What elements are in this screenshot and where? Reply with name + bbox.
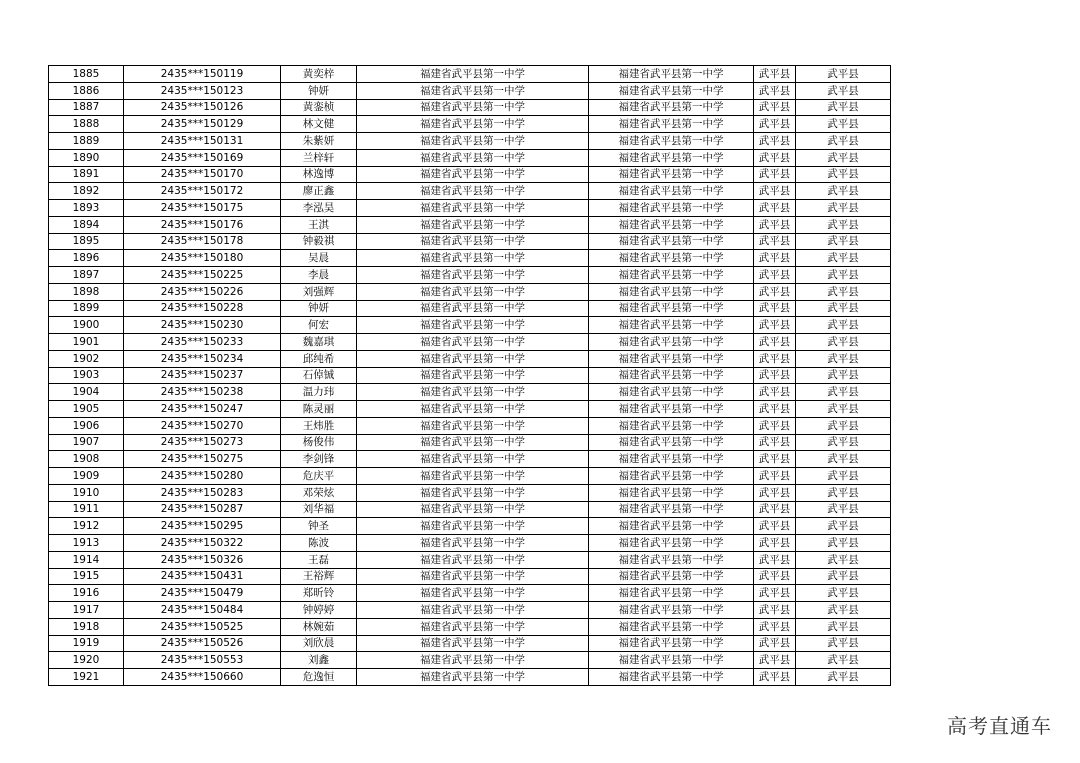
student-name-cell: 钟妍: [281, 300, 357, 317]
district-cell: 武平县: [796, 82, 891, 99]
county-cell: 武平县: [754, 484, 796, 501]
exam-id-cell: 2435***150180: [124, 250, 281, 267]
table-row: [49, 401, 891, 418]
exam-id-cell: 2435***150283: [124, 484, 281, 501]
registration-school-cell: 福建省武平县第一中学: [589, 468, 754, 485]
student-name-cell: 廖正鑫: [281, 183, 357, 200]
table-row: [49, 501, 891, 518]
student-name-cell: 杨俊伟: [281, 434, 357, 451]
district-cell: 武平县: [796, 66, 891, 83]
exam-id-cell: 2435***150233: [124, 334, 281, 351]
row-number-cell: 1900: [49, 317, 124, 334]
row-number-cell: 1920: [49, 652, 124, 669]
registration-school-cell: 福建省武平县第一中学: [589, 535, 754, 552]
registration-school-cell: 福建省武平县第一中学: [589, 384, 754, 401]
school-cell: 福建省武平县第一中学: [357, 535, 589, 552]
row-number-cell: 1907: [49, 434, 124, 451]
exam-id-cell: 2435***150431: [124, 568, 281, 585]
exam-id-cell: 2435***150126: [124, 99, 281, 116]
table-row: [49, 267, 891, 284]
county-cell: 武平县: [754, 602, 796, 619]
student-name-cell: 钟婷婷: [281, 602, 357, 619]
registration-school-cell: 福建省武平县第一中学: [589, 99, 754, 116]
district-cell: 武平县: [796, 267, 891, 284]
table-row: [49, 200, 891, 217]
table-row: [49, 216, 891, 233]
county-cell: 武平县: [754, 401, 796, 418]
county-cell: 武平县: [754, 551, 796, 568]
registration-school-cell: 福建省武平县第一中学: [589, 66, 754, 83]
exam-id-cell: 2435***150170: [124, 166, 281, 183]
exam-id-cell: 2435***150237: [124, 367, 281, 384]
row-number-cell: 1908: [49, 451, 124, 468]
school-cell: 福建省武平县第一中学: [357, 501, 589, 518]
table-row: [49, 602, 891, 619]
row-number-cell: 1912: [49, 518, 124, 535]
student-name-cell: 王裕辉: [281, 568, 357, 585]
registration-school-cell: 福建省武平县第一中学: [589, 334, 754, 351]
row-number-cell: 1887: [49, 99, 124, 116]
district-cell: 武平县: [796, 200, 891, 217]
student-name-cell: 陈波: [281, 535, 357, 552]
row-number-cell: 1917: [49, 602, 124, 619]
registration-school-cell: 福建省武平县第一中学: [589, 317, 754, 334]
exam-id-cell: 2435***150322: [124, 535, 281, 552]
row-number-cell: 1901: [49, 334, 124, 351]
district-cell: 武平县: [796, 417, 891, 434]
county-cell: 武平县: [754, 367, 796, 384]
registration-school-cell: 福建省武平县第一中学: [589, 652, 754, 669]
school-cell: 福建省武平县第一中学: [357, 635, 589, 652]
district-cell: 武平县: [796, 233, 891, 250]
table-row: [49, 468, 891, 485]
row-number-cell: 1910: [49, 484, 124, 501]
exam-id-cell: 2435***150484: [124, 602, 281, 619]
student-name-cell: 刘欣晨: [281, 635, 357, 652]
exam-id-cell: 2435***150275: [124, 451, 281, 468]
district-cell: 武平县: [796, 216, 891, 233]
exam-id-cell: 2435***150526: [124, 635, 281, 652]
exam-id-cell: 2435***150273: [124, 434, 281, 451]
registration-school-cell: 福建省武平县第一中学: [589, 618, 754, 635]
table-row: [49, 417, 891, 434]
district-cell: 武平县: [796, 518, 891, 535]
exam-id-cell: 2435***150172: [124, 183, 281, 200]
row-number-cell: 1896: [49, 250, 124, 267]
school-cell: 福建省武平县第一中学: [357, 451, 589, 468]
student-name-cell: 钟毅祺: [281, 233, 357, 250]
table-row: [49, 384, 891, 401]
exam-id-cell: 2435***150479: [124, 585, 281, 602]
exam-id-cell: 2435***150119: [124, 66, 281, 83]
county-cell: 武平县: [754, 434, 796, 451]
exam-id-cell: 2435***150123: [124, 82, 281, 99]
district-cell: 武平县: [796, 367, 891, 384]
student-name-cell: 邱纯希: [281, 350, 357, 367]
registration-school-cell: 福建省武平县第一中学: [589, 434, 754, 451]
district-cell: 武平县: [796, 434, 891, 451]
county-cell: 武平县: [754, 334, 796, 351]
row-number-cell: 1898: [49, 283, 124, 300]
student-name-cell: 林文健: [281, 116, 357, 133]
county-cell: 武平县: [754, 468, 796, 485]
school-cell: 福建省武平县第一中学: [357, 350, 589, 367]
county-cell: 武平县: [754, 250, 796, 267]
school-cell: 福建省武平县第一中学: [357, 518, 589, 535]
row-number-cell: 1915: [49, 568, 124, 585]
registration-school-cell: 福建省武平县第一中学: [589, 300, 754, 317]
row-number-cell: 1895: [49, 233, 124, 250]
student-name-cell: 邓荣炫: [281, 484, 357, 501]
exam-id-cell: 2435***150270: [124, 417, 281, 434]
school-cell: 福建省武平县第一中学: [357, 652, 589, 669]
county-cell: 武平县: [754, 99, 796, 116]
exam-id-cell: 2435***150525: [124, 618, 281, 635]
exam-id-cell: 2435***150238: [124, 384, 281, 401]
registration-school-cell: 福建省武平县第一中学: [589, 216, 754, 233]
exam-id-cell: 2435***150553: [124, 652, 281, 669]
table-row: [49, 451, 891, 468]
table-row: [49, 568, 891, 585]
row-number-cell: 1904: [49, 384, 124, 401]
school-cell: 福建省武平县第一中学: [357, 367, 589, 384]
row-number-cell: 1892: [49, 183, 124, 200]
student-name-cell: 王炜胜: [281, 417, 357, 434]
row-number-cell: 1903: [49, 367, 124, 384]
district-cell: 武平县: [796, 585, 891, 602]
county-cell: 武平县: [754, 317, 796, 334]
row-number-cell: 1891: [49, 166, 124, 183]
school-cell: 福建省武平县第一中学: [357, 384, 589, 401]
registration-school-cell: 福建省武平县第一中学: [589, 417, 754, 434]
row-number-cell: 1921: [49, 669, 124, 686]
county-cell: 武平县: [754, 300, 796, 317]
table-row: [49, 300, 891, 317]
row-number-cell: 1916: [49, 585, 124, 602]
exam-id-cell: 2435***150225: [124, 267, 281, 284]
county-cell: 武平县: [754, 501, 796, 518]
row-number-cell: 1885: [49, 66, 124, 83]
district-cell: 武平县: [796, 250, 891, 267]
exam-id-cell: 2435***150226: [124, 283, 281, 300]
student-name-cell: 黄銮桢: [281, 99, 357, 116]
school-cell: 福建省武平县第一中学: [357, 585, 589, 602]
student-name-cell: 李剑锋: [281, 451, 357, 468]
registration-school-cell: 福建省武平县第一中学: [589, 401, 754, 418]
school-cell: 福建省武平县第一中学: [357, 434, 589, 451]
table-row: [49, 484, 891, 501]
table-row: [49, 434, 891, 451]
row-number-cell: 1888: [49, 116, 124, 133]
exam-id-cell: 2435***150287: [124, 501, 281, 518]
registration-school-cell: 福建省武平县第一中学: [589, 116, 754, 133]
row-number-cell: 1905: [49, 401, 124, 418]
registration-school-cell: 福建省武平县第一中学: [589, 283, 754, 300]
registration-school-cell: 福建省武平县第一中学: [589, 451, 754, 468]
county-cell: 武平县: [754, 82, 796, 99]
school-cell: 福建省武平县第一中学: [357, 200, 589, 217]
table-row: [49, 116, 891, 133]
district-cell: 武平县: [796, 484, 891, 501]
district-cell: 武平县: [796, 669, 891, 686]
student-name-cell: 吴晨: [281, 250, 357, 267]
table-row: [49, 618, 891, 635]
district-cell: 武平县: [796, 116, 891, 133]
school-cell: 福建省武平县第一中学: [357, 233, 589, 250]
county-cell: 武平县: [754, 669, 796, 686]
row-number-cell: 1894: [49, 216, 124, 233]
registration-school-cell: 福建省武平县第一中学: [589, 183, 754, 200]
table-row: [49, 551, 891, 568]
row-number-cell: 1897: [49, 267, 124, 284]
table-row: [49, 367, 891, 384]
exam-id-cell: 2435***150228: [124, 300, 281, 317]
table-row: [49, 635, 891, 652]
district-cell: 武平县: [796, 183, 891, 200]
county-cell: 武平县: [754, 585, 796, 602]
school-cell: 福建省武平县第一中学: [357, 468, 589, 485]
district-cell: 武平县: [796, 283, 891, 300]
table-row: [49, 149, 891, 166]
student-name-cell: 朱紫妍: [281, 133, 357, 150]
county-cell: 武平县: [754, 183, 796, 200]
district-cell: 武平县: [796, 501, 891, 518]
student-name-cell: 钟妍: [281, 82, 357, 99]
exam-id-cell: 2435***150131: [124, 133, 281, 150]
row-number-cell: 1890: [49, 149, 124, 166]
registration-school-cell: 福建省武平县第一中学: [589, 367, 754, 384]
county-cell: 武平县: [754, 350, 796, 367]
district-cell: 武平县: [796, 317, 891, 334]
exam-id-cell: 2435***150176: [124, 216, 281, 233]
student-name-cell: 李晨: [281, 267, 357, 284]
student-name-cell: 林婉茹: [281, 618, 357, 635]
row-number-cell: 1902: [49, 350, 124, 367]
row-number-cell: 1911: [49, 501, 124, 518]
exam-id-cell: 2435***150280: [124, 468, 281, 485]
school-cell: 福建省武平县第一中学: [357, 602, 589, 619]
table-row: [49, 66, 891, 83]
table-row: [49, 350, 891, 367]
table-row: [49, 652, 891, 669]
school-cell: 福建省武平县第一中学: [357, 401, 589, 418]
exam-id-cell: 2435***150175: [124, 200, 281, 217]
school-cell: 福建省武平县第一中学: [357, 66, 589, 83]
student-name-cell: 李泓昊: [281, 200, 357, 217]
county-cell: 武平县: [754, 149, 796, 166]
district-cell: 武平县: [796, 451, 891, 468]
student-name-cell: 刘强辉: [281, 283, 357, 300]
county-cell: 武平县: [754, 451, 796, 468]
registration-school-cell: 福建省武平县第一中学: [589, 484, 754, 501]
student-name-cell: 兰梓轩: [281, 149, 357, 166]
school-cell: 福建省武平县第一中学: [357, 267, 589, 284]
county-cell: 武平县: [754, 568, 796, 585]
registration-school-cell: 福建省武平县第一中学: [589, 669, 754, 686]
district-cell: 武平县: [796, 401, 891, 418]
school-cell: 福建省武平县第一中学: [357, 116, 589, 133]
registration-school-cell: 福建省武平县第一中学: [589, 551, 754, 568]
student-name-cell: 郑昕铃: [281, 585, 357, 602]
registration-school-cell: 福建省武平县第一中学: [589, 501, 754, 518]
exam-id-cell: 2435***150247: [124, 401, 281, 418]
district-cell: 武平县: [796, 618, 891, 635]
registration-school-cell: 福建省武平县第一中学: [589, 585, 754, 602]
district-cell: 武平县: [796, 535, 891, 552]
exam-id-cell: 2435***150178: [124, 233, 281, 250]
table-row: [49, 133, 891, 150]
row-number-cell: 1909: [49, 468, 124, 485]
district-cell: 武平县: [796, 468, 891, 485]
registration-school-cell: 福建省武平县第一中学: [589, 250, 754, 267]
registration-school-cell: 福建省武平县第一中学: [589, 635, 754, 652]
county-cell: 武平县: [754, 535, 796, 552]
school-cell: 福建省武平县第一中学: [357, 82, 589, 99]
county-cell: 武平县: [754, 635, 796, 652]
county-cell: 武平县: [754, 267, 796, 284]
student-name-cell: 王磊: [281, 551, 357, 568]
exam-id-cell: 2435***150169: [124, 149, 281, 166]
watermark-text: 高考直通车: [947, 714, 1052, 738]
student-name-cell: 王淇: [281, 216, 357, 233]
registration-school-cell: 福建省武平县第一中学: [589, 133, 754, 150]
registration-school-cell: 福建省武平县第一中学: [589, 568, 754, 585]
student-name-cell: 钟圣: [281, 518, 357, 535]
row-number-cell: 1893: [49, 200, 124, 217]
county-cell: 武平县: [754, 166, 796, 183]
registration-school-cell: 福建省武平县第一中学: [589, 518, 754, 535]
county-cell: 武平县: [754, 618, 796, 635]
student-name-cell: 危逸恒: [281, 669, 357, 686]
row-number-cell: 1919: [49, 635, 124, 652]
student-name-cell: 危庆平: [281, 468, 357, 485]
district-cell: 武平县: [796, 602, 891, 619]
student-list-table: [48, 65, 891, 686]
row-number-cell: 1913: [49, 535, 124, 552]
table-row: [49, 669, 891, 686]
county-cell: 武平县: [754, 652, 796, 669]
student-name-cell: 何宏: [281, 317, 357, 334]
county-cell: 武平县: [754, 417, 796, 434]
county-cell: 武平县: [754, 66, 796, 83]
county-cell: 武平县: [754, 518, 796, 535]
county-cell: 武平县: [754, 384, 796, 401]
row-number-cell: 1914: [49, 551, 124, 568]
district-cell: 武平县: [796, 568, 891, 585]
table-body: [49, 66, 891, 686]
school-cell: 福建省武平县第一中学: [357, 618, 589, 635]
school-cell: 福建省武平县第一中学: [357, 334, 589, 351]
school-cell: 福建省武平县第一中学: [357, 317, 589, 334]
school-cell: 福建省武平县第一中学: [357, 99, 589, 116]
student-name-cell: 林逸博: [281, 166, 357, 183]
table-row: [49, 283, 891, 300]
exam-id-cell: 2435***150660: [124, 669, 281, 686]
student-name-cell: 石倬铖: [281, 367, 357, 384]
district-cell: 武平县: [796, 652, 891, 669]
table-row: [49, 585, 891, 602]
table-row: [49, 518, 891, 535]
registration-school-cell: 福建省武平县第一中学: [589, 267, 754, 284]
registration-school-cell: 福建省武平县第一中学: [589, 149, 754, 166]
district-cell: 武平县: [796, 350, 891, 367]
county-cell: 武平县: [754, 233, 796, 250]
row-number-cell: 1899: [49, 300, 124, 317]
district-cell: 武平县: [796, 99, 891, 116]
student-name-cell: 陈灵丽: [281, 401, 357, 418]
district-cell: 武平县: [796, 166, 891, 183]
registration-school-cell: 福建省武平县第一中学: [589, 166, 754, 183]
registration-school-cell: 福建省武平县第一中学: [589, 602, 754, 619]
school-cell: 福建省武平县第一中学: [357, 551, 589, 568]
student-name-cell: 黄奕梓: [281, 66, 357, 83]
county-cell: 武平县: [754, 133, 796, 150]
student-name-cell: 温力玮: [281, 384, 357, 401]
school-cell: 福建省武平县第一中学: [357, 300, 589, 317]
exam-id-cell: 2435***150326: [124, 551, 281, 568]
table-row: [49, 166, 891, 183]
table-row: [49, 82, 891, 99]
student-name-cell: 魏嘉琪: [281, 334, 357, 351]
school-cell: 福建省武平县第一中学: [357, 133, 589, 150]
row-number-cell: 1906: [49, 417, 124, 434]
district-cell: 武平县: [796, 334, 891, 351]
row-number-cell: 1886: [49, 82, 124, 99]
row-number-cell: 1918: [49, 618, 124, 635]
table-row: [49, 99, 891, 116]
district-cell: 武平县: [796, 635, 891, 652]
table-row: [49, 233, 891, 250]
table-row: [49, 250, 891, 267]
exam-id-cell: 2435***150129: [124, 116, 281, 133]
school-cell: 福建省武平县第一中学: [357, 669, 589, 686]
county-cell: 武平县: [754, 200, 796, 217]
county-cell: 武平县: [754, 116, 796, 133]
registration-school-cell: 福建省武平县第一中学: [589, 200, 754, 217]
registration-school-cell: 福建省武平县第一中学: [589, 233, 754, 250]
district-cell: 武平县: [796, 149, 891, 166]
row-number-cell: 1889: [49, 133, 124, 150]
school-cell: 福建省武平县第一中学: [357, 183, 589, 200]
exam-id-cell: 2435***150230: [124, 317, 281, 334]
school-cell: 福建省武平县第一中学: [357, 417, 589, 434]
table-row: [49, 183, 891, 200]
school-cell: 福建省武平县第一中学: [357, 250, 589, 267]
table-row: [49, 535, 891, 552]
school-cell: 福建省武平县第一中学: [357, 484, 589, 501]
school-cell: 福建省武平县第一中学: [357, 149, 589, 166]
exam-id-cell: 2435***150295: [124, 518, 281, 535]
county-cell: 武平县: [754, 216, 796, 233]
student-name-cell: 刘鑫: [281, 652, 357, 669]
district-cell: 武平县: [796, 133, 891, 150]
school-cell: 福建省武平县第一中学: [357, 568, 589, 585]
exam-id-cell: 2435***150234: [124, 350, 281, 367]
registration-school-cell: 福建省武平县第一中学: [589, 82, 754, 99]
table-row: [49, 334, 891, 351]
district-cell: 武平县: [796, 384, 891, 401]
district-cell: 武平县: [796, 551, 891, 568]
school-cell: 福建省武平县第一中学: [357, 216, 589, 233]
student-name-cell: 刘华福: [281, 501, 357, 518]
school-cell: 福建省武平县第一中学: [357, 283, 589, 300]
county-cell: 武平县: [754, 283, 796, 300]
registration-school-cell: 福建省武平县第一中学: [589, 350, 754, 367]
school-cell: 福建省武平县第一中学: [357, 166, 589, 183]
district-cell: 武平县: [796, 300, 891, 317]
table-row: [49, 317, 891, 334]
